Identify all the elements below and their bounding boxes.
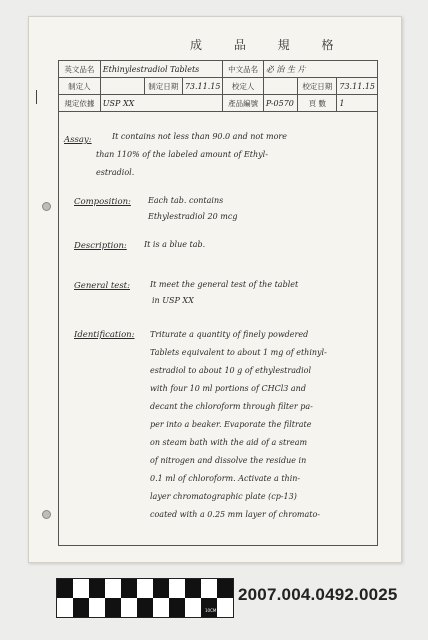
author-value bbox=[100, 78, 144, 95]
pages-label: 頁 數 bbox=[298, 95, 337, 112]
composition-heading: Composition: bbox=[74, 197, 131, 207]
composition-line: Ethylestradiol 20 mcg bbox=[148, 212, 238, 221]
accession-number: 2007.004.0492.0025 bbox=[238, 585, 398, 604]
assay-line: It contains not less than 90.0 and not more bbox=[112, 132, 287, 141]
eng-name-value: Ethinylestradiol Tablets bbox=[100, 61, 223, 78]
author-label: 制定人 bbox=[59, 78, 101, 95]
code-value: P-0570 bbox=[263, 95, 297, 112]
description-heading: Description: bbox=[74, 241, 127, 251]
general-test-line: It meet the general test of the tablet bbox=[150, 280, 299, 289]
cn-name-label: 中文品名 bbox=[223, 61, 263, 78]
assay-heading: Assay: bbox=[64, 135, 92, 145]
identification-line: on steam bath with the aid of a stream bbox=[150, 438, 308, 447]
date-label: 制定日期 bbox=[144, 78, 182, 95]
assay-line: estradiol. bbox=[96, 168, 135, 177]
date-value: 73.11.15 bbox=[182, 78, 223, 95]
checker-label: 校定人 bbox=[223, 78, 263, 95]
identification-line: layer chromatographic plate (cp-13) bbox=[150, 492, 297, 501]
assay-line: than 110% of the labeled amount of Ethyl- bbox=[96, 150, 268, 159]
identification-line: Tablets equivalent to about 1 mg of ethinyl- bbox=[150, 348, 327, 357]
identification-heading: Identification: bbox=[74, 330, 135, 340]
identification-line: estradiol to about 10 g of ethylestradiol bbox=[150, 366, 312, 375]
pages-value: 1 bbox=[337, 95, 378, 112]
cn-name-value: 必 治 生 片 bbox=[263, 61, 377, 78]
standard-label: 規定依據 bbox=[59, 95, 101, 112]
general-test-line: in USP XX bbox=[152, 296, 194, 305]
identification-line: 0.1 ml of chloroform. Activate a thin- bbox=[150, 474, 301, 483]
header-table bbox=[58, 60, 378, 112]
margin-mark bbox=[36, 90, 37, 104]
identification-line: of nitrogen and dissolve the residue in bbox=[150, 456, 307, 465]
punch-hole bbox=[42, 202, 51, 211]
code-label: 產品編號 bbox=[223, 95, 263, 112]
identification-line: with four 10 ml portions of CHCl3 and bbox=[150, 384, 306, 393]
composition-line: Each tab. contains bbox=[148, 196, 224, 205]
checker-value bbox=[263, 78, 297, 95]
eng-name-label: 英文品名 bbox=[59, 61, 101, 78]
identification-line: coated with a 0.25 mm layer of chromato- bbox=[150, 510, 321, 519]
scale-label-1cm: 1CM bbox=[58, 608, 67, 613]
scale-label-10cm: 10CM bbox=[205, 608, 217, 613]
identification-line: decant the chloroform through filter pa- bbox=[150, 402, 313, 411]
check-date-label: 校定日期 bbox=[298, 78, 337, 95]
check-date-value: 73.11.15 bbox=[337, 78, 378, 95]
standard-value: USP XX bbox=[100, 95, 223, 112]
identification-line: Triturate a quantity of finely powdered bbox=[150, 330, 309, 339]
description-line: It is a blue tab. bbox=[144, 240, 206, 249]
identification-line: per into a beaker. Evaporate the filtrate bbox=[150, 420, 312, 429]
scale-label-5cm: 5CM bbox=[122, 608, 131, 613]
general-test-heading: General test: bbox=[74, 281, 130, 291]
punch-hole bbox=[42, 510, 51, 519]
document-title: 成 品 規 格 bbox=[190, 38, 348, 52]
